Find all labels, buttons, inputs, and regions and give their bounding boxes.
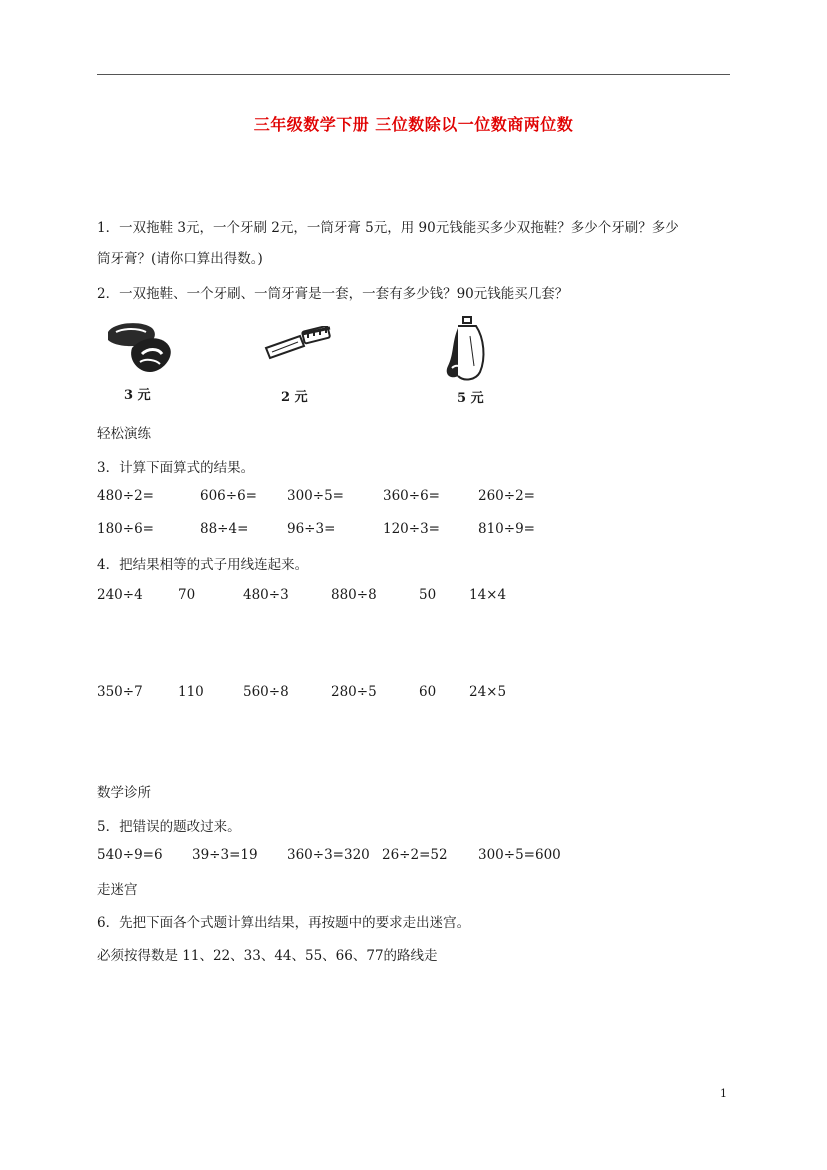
q4-row1-item: 480÷3: [243, 587, 289, 603]
header-rule: [97, 74, 730, 75]
q4-row2-item: 560÷8: [243, 684, 289, 700]
slipper-picture: [102, 318, 174, 378]
question-1-line-2: 筒牙膏？(请你口算出得数。): [97, 251, 263, 267]
question-2: 2．一双拖鞋、一个牙刷、一筒牙膏是一套，一套有多少钱？90元钱能买几套？: [97, 286, 569, 302]
q4-row2-item: 60: [419, 684, 437, 700]
question-6-rule: 必须按得数是 11、22、33、44、55、66、77的路线走: [97, 948, 438, 964]
section-easy-practice: 轻松演练: [97, 426, 151, 442]
slipper-price: 3 元: [124, 388, 151, 403]
question-3-heading: 3．计算下面算式的结果。: [97, 460, 255, 476]
q5-item: 26÷2=52: [382, 847, 448, 863]
q5-item: 300÷5=600: [478, 847, 561, 863]
q3-row1-item: 260÷2=: [478, 488, 535, 504]
toothpaste-price: 5 元: [457, 391, 484, 406]
slipper-icon: [102, 318, 174, 374]
q3-row2-item: 810÷9=: [478, 521, 535, 537]
q3-row2-item: 120÷3=: [383, 521, 440, 537]
section-math-clinic: 数学诊所: [97, 785, 151, 801]
page-number: 1: [720, 1087, 727, 1100]
q5-item: 360÷3=320: [287, 847, 370, 863]
q3-row1-item: 480÷2=: [97, 488, 154, 504]
question-6-heading: 6．先把下面各个式题计算出结果，再按题中的要求走出迷宫。: [97, 915, 471, 931]
question-5-heading: 5．把错误的题改过来。: [97, 819, 241, 835]
q4-row2-item: 24×5: [469, 684, 507, 700]
q3-row2-item: 88÷4=: [200, 521, 249, 537]
q5-item: 540÷9=6: [97, 847, 163, 863]
q4-row2-item: 110: [178, 684, 204, 700]
q3-row2-item: 180÷6=: [97, 521, 154, 537]
q4-row2-item: 350÷7: [97, 684, 143, 700]
toothpaste-icon: [440, 314, 496, 386]
q4-row2-item: 280÷5: [331, 684, 377, 700]
toothpaste-picture: [440, 314, 496, 390]
q4-row1-item: 240÷4: [97, 587, 143, 603]
page-title: 三年级数学下册 三位数除以一位数商两位数: [253, 115, 574, 134]
q4-row1-item: 880÷8: [331, 587, 377, 603]
toothbrush-price: 2 元: [281, 390, 308, 405]
q3-row2-item: 96÷3=: [287, 521, 336, 537]
q3-row1-item: 606÷6=: [200, 488, 257, 504]
q4-row1-item: 50: [419, 587, 437, 603]
question-4-heading: 4．把结果相等的式子用线连起来。: [97, 557, 309, 573]
q5-item: 39÷3=19: [192, 847, 258, 863]
toothbrush-picture: [262, 326, 342, 370]
section-maze: 走迷宫: [97, 882, 138, 898]
q3-row1-item: 360÷6=: [383, 488, 440, 504]
q4-row1-item: 14×4: [469, 587, 507, 603]
toothbrush-icon: [262, 326, 342, 366]
question-1-line-1: 1．一双拖鞋 3元，一个牙刷 2元，一筒牙膏 5元，用 90元钱能买多少双拖鞋？多少个牙刷？多少: [97, 220, 679, 236]
q3-row1-item: 300÷5=: [287, 488, 344, 504]
q4-row1-item: 70: [178, 587, 196, 603]
